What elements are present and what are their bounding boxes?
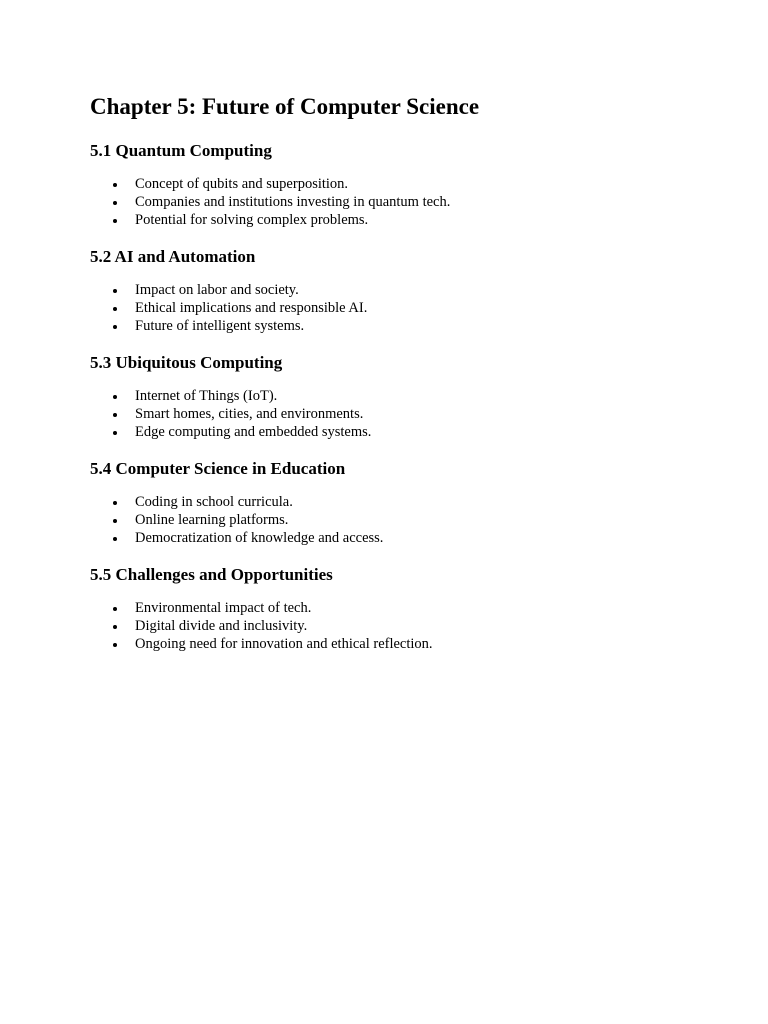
document-page bbox=[90, 90, 710, 669]
section-heading: 5.4 Computer Science in Education bbox=[90, 459, 346, 478]
section-heading: 5.2 AI and Automation bbox=[90, 247, 256, 266]
list-item: Future of intelligent systems. bbox=[90, 317, 710, 335]
chapter-title: Chapter 5: Future of Computer Science bbox=[90, 94, 480, 119]
list-item: Environmental impact of tech. bbox=[90, 599, 710, 617]
list-item: Online learning platforms. bbox=[90, 511, 710, 529]
list-item: Digital divide and inclusivity. bbox=[90, 617, 710, 635]
bullet-list bbox=[90, 175, 710, 229]
list-item: Internet of Things (IoT). bbox=[90, 387, 710, 405]
list-item: Democratization of knowledge and access. bbox=[90, 529, 710, 547]
section-cs-in-education bbox=[90, 457, 710, 547]
bullet-list bbox=[90, 387, 710, 441]
section-heading: 5.3 Ubiquitous Computing bbox=[90, 353, 283, 372]
section-ubiquitous-computing bbox=[90, 351, 710, 441]
bullet-list bbox=[90, 493, 710, 547]
section-ai-automation bbox=[90, 245, 710, 335]
list-item: Edge computing and embedded systems. bbox=[90, 423, 710, 441]
list-item: Coding in school curricula. bbox=[90, 493, 710, 511]
bullet-list bbox=[90, 599, 710, 653]
section-challenges-opportunities bbox=[90, 563, 710, 653]
section-quantum-computing bbox=[90, 139, 710, 229]
list-item: Companies and institutions investing in quantum tech. bbox=[90, 193, 710, 211]
bullet-list bbox=[90, 281, 710, 335]
list-item: Impact on labor and society. bbox=[90, 281, 710, 299]
section-heading: 5.1 Quantum Computing bbox=[90, 141, 272, 160]
list-item: Ongoing need for innovation and ethical reflection. bbox=[90, 635, 710, 653]
list-item: Smart homes, cities, and environments. bbox=[90, 405, 710, 423]
section-heading: 5.5 Challenges and Opportunities bbox=[90, 565, 333, 584]
list-item: Potential for solving complex problems. bbox=[90, 211, 710, 229]
list-item: Ethical implications and responsible AI. bbox=[90, 299, 710, 317]
list-item: Concept of qubits and superposition. bbox=[90, 175, 710, 193]
